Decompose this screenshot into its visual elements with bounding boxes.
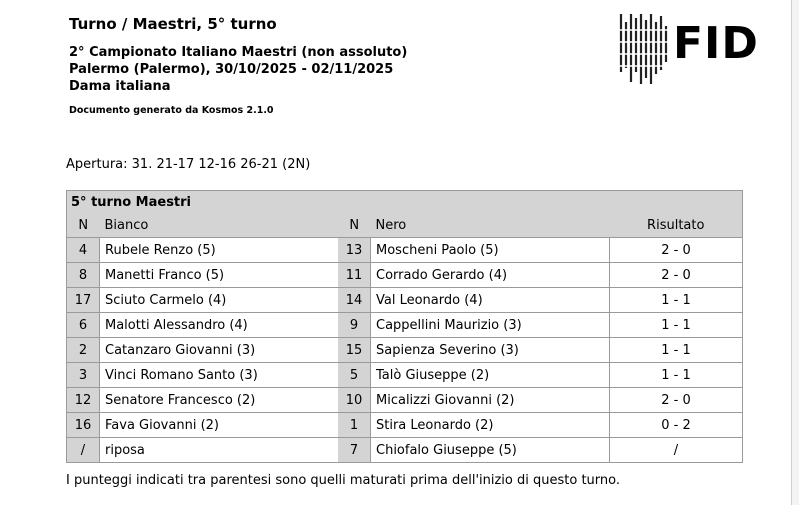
table-row: [67, 413, 743, 438]
black-player: Moscheni Paolo (5): [371, 238, 610, 263]
result: 2 - 0: [610, 238, 743, 263]
header-n-white: N: [67, 213, 100, 238]
black-number: 7: [338, 438, 371, 463]
document-edge: [791, 0, 799, 505]
table-row: [67, 263, 743, 288]
white-number: 12: [67, 388, 100, 413]
white-number: 16: [67, 413, 100, 438]
white-player: Fava Giovanni (2): [100, 413, 339, 438]
black-player: Stira Leonardo (2): [371, 413, 610, 438]
black-player: Talò Giuseppe (2): [371, 363, 610, 388]
black-number: 11: [338, 263, 371, 288]
result: 0 - 2: [610, 413, 743, 438]
white-player: riposa: [100, 438, 339, 463]
white-number: 2: [67, 338, 100, 363]
black-number: 13: [338, 238, 371, 263]
black-number: 15: [338, 338, 371, 363]
result: 2 - 0: [610, 388, 743, 413]
page-title: Turno / Maestri, 5° turno: [69, 15, 277, 33]
black-number: 1: [338, 413, 371, 438]
table-row: [67, 338, 743, 363]
black-player: Chiofalo Giuseppe (5): [371, 438, 610, 463]
white-number: 4: [67, 238, 100, 263]
results-table: [66, 190, 743, 463]
white-player: Catanzaro Giovanni (3): [100, 338, 339, 363]
black-number: 10: [338, 388, 371, 413]
fid-logo-text: FID: [673, 18, 759, 69]
game-type: Dama italiana: [69, 79, 171, 94]
table-caption: 5° turno Maestri: [67, 191, 743, 214]
championship-name: 2° Campionato Italiano Maestri (non assoluto): [69, 45, 408, 60]
header-black: Nero: [375, 217, 407, 233]
black-player: Sapienza Severino (3): [371, 338, 610, 363]
table-row: [67, 363, 743, 388]
white-player: Malotti Alessandro (4): [100, 313, 339, 338]
result: 2 - 0: [610, 263, 743, 288]
table-header-row: [67, 213, 743, 238]
header-white: Bianco: [104, 217, 149, 233]
black-player: Val Leonardo (4): [371, 288, 610, 313]
white-number: 17: [67, 288, 100, 313]
white-number: 6: [67, 313, 100, 338]
white-number: 8: [67, 263, 100, 288]
black-number: 14: [338, 288, 371, 313]
white-player: Manetti Franco (5): [100, 263, 339, 288]
table-row: [67, 288, 743, 313]
footnote: I punteggi indicati tra parentesi sono quelli maturati prima dell'inizio di questo turno.: [66, 473, 620, 488]
header-n-black: N: [349, 217, 360, 233]
result: /: [610, 438, 743, 463]
black-player: Cappellini Maurizio (3): [371, 313, 610, 338]
fid-logo-mark-icon: [618, 12, 670, 87]
championship-info: [69, 44, 407, 95]
white-player: Senatore Francesco (2): [100, 388, 339, 413]
result: 1 - 1: [610, 288, 743, 313]
black-player: Micalizzi Giovanni (2): [371, 388, 610, 413]
table-row: [67, 313, 743, 338]
result: 1 - 1: [610, 313, 743, 338]
opening-line: Apertura: 31. 21-17 12-16 26-21 (2N): [66, 157, 311, 172]
black-player: Corrado Gerardo (4): [371, 263, 610, 288]
black-number: 9: [338, 313, 371, 338]
white-player: Sciuto Carmelo (4): [100, 288, 339, 313]
table-row: [67, 238, 743, 263]
result: 1 - 1: [610, 363, 743, 388]
table-row: [67, 438, 743, 463]
white-number: /: [67, 438, 100, 463]
place-dates: Palermo (Palermo), 30/10/2025 - 02/11/2025: [69, 62, 394, 77]
white-number: 3: [67, 363, 100, 388]
white-player: Rubele Renzo (5): [100, 238, 339, 263]
white-player: Vinci Romano Santo (3): [100, 363, 339, 388]
table-row: [67, 388, 743, 413]
header-result: Risultato: [610, 213, 743, 238]
result: 1 - 1: [610, 338, 743, 363]
generated-note: Documento generato da Kosmos 2.1.0: [69, 105, 274, 116]
black-number: 5: [338, 363, 371, 388]
fid-logo: [618, 12, 759, 87]
